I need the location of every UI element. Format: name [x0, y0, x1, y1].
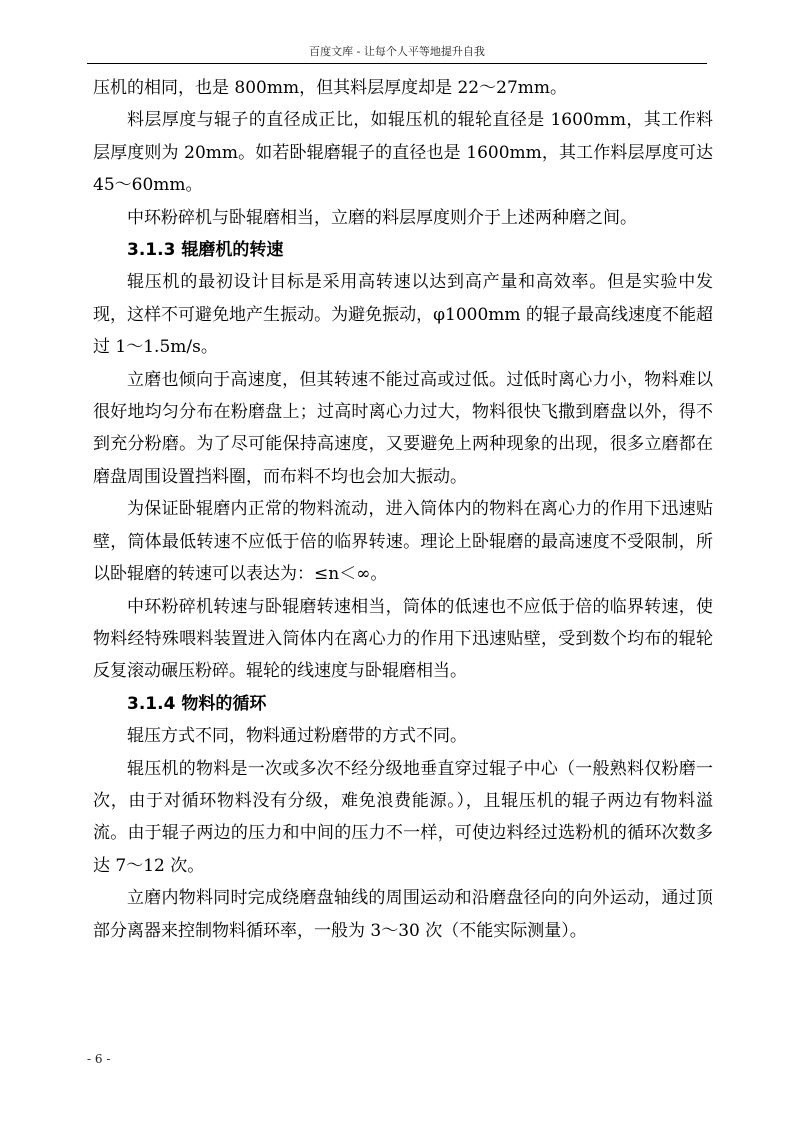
paragraph-layer-thickness: 料层厚度与辊子的直径成正比，如辊压机的辊轮直径是 1600mm，其工作料层厚度则为 20mm。如若卧辊磨辊子的直径也是 1600mm，其工作料层厚度可达 45～60mm。: [93, 110, 713, 196]
section-heading-rotation-speed: 3.1.3 辊磨机的转速: [127, 240, 284, 261]
paragraph-intermediate-mill: 中环粉碎机与卧辊磨相当，立磨的料层厚度则介于上述两种磨之间。: [127, 207, 637, 228]
page-header: 百度文库 - 让每个人平等地提升自我: [309, 45, 485, 58]
section-heading-material-circulation: 3.1.4 物料的循环: [127, 693, 267, 714]
paragraph-vertical-mill-circulation: 立磨内物料同时完成绕磨盘轴线的周围运动和沿磨盘径向的向外运动，通过顶部分离器来控制物料循环率，一般为 3～30 次（不能实际测量）。: [93, 888, 713, 941]
page-number: - 6 -: [87, 1052, 111, 1066]
paragraph-horizontal-mill-speed: 为保证卧辊磨内正常的物料流动，进入筒体内的物料在离心力的作用下迅速贴壁，筒体最低转速不应低于倍的临界转速。理论上卧辊磨的最高速度不受限制，所以卧辊磨的转速可以表达为：≤n＜∞。: [93, 499, 713, 585]
header-divider: [87, 63, 707, 64]
paragraph-ring-crusher-speed: 中环粉碎机转速与卧辊磨转速相当，筒体的低速也不应低于倍的临界转速，使物料经特殊喂料装置进入筒体内在离心力的作用下迅速贴壁，受到数个均布的辊轮反复滚动碾压粉碎。辊轮的线速度与卧辊磨相当。: [93, 596, 713, 682]
paragraph-roller-press-circulation: 辊压机的物料是一次或多次不经分级地垂直穿过辊子中心（一般熟料仅粉磨一次，由于对循环物料没有分级，难免浪费能源。），且辊压机的辊子两边有物料溢流。由于辊子两边的压力和中间的压力不一样，可使边料经过选粉机的循环次数多达 7～12 次。: [93, 758, 713, 876]
paragraph-grinding-mode: 辊压方式不同，物料通过粉磨带的方式不同。: [127, 726, 467, 747]
paragraph-continued: 压机的相同，也是 800mm，但其料层厚度却是 22～27mm。: [93, 78, 567, 98]
paragraph-vertical-mill-speed: 立磨也倾向于高速度，但其转速不能过高或过低。过低时离心力小，物料难以很好地均匀分布在粉磨盘上；过高时离心力过大，物料很快飞撒到磨盘以外，得不到充分粉磨。为了尽可能保持高速度，又要避免上两种现象的出现，很多立磨都在磨盘周围设置挡料圈，而布料不均也会加大振动。: [93, 369, 713, 487]
document-body: [93, 72, 713, 947]
paragraph-roller-press-speed: 辊压机的最初设计目标是采用高转速以达到高产量和高效率。但是实验中发现，这样不可避免地产生振动。为避免振动，φ1000mm 的辊子最高线速度不能超过 1～1.5m/s。: [93, 272, 713, 358]
